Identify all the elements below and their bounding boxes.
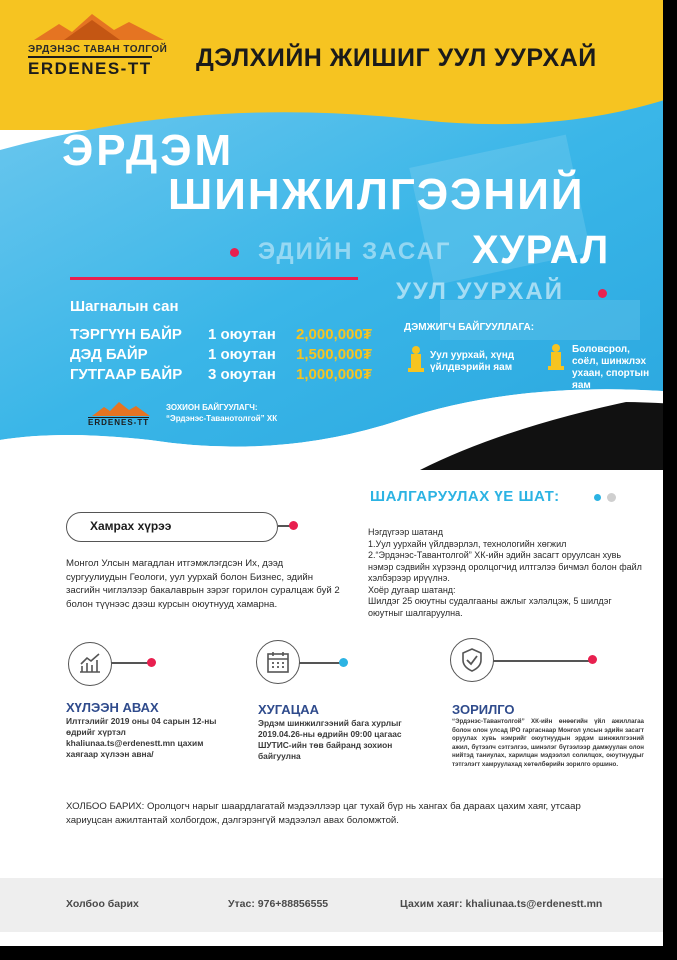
prize-place: ГУТГААР БАЙР [70,366,183,383]
blue-dot-icon [339,658,348,667]
stages-text [368,527,646,619]
receive-title: ХҮЛЭЭН АВАХ [66,700,159,715]
hero-faint-mining: УУЛ УУРХАЙ [396,278,564,305]
stage-line: 1.Уул уурхайн үйлдвэрлэл, технологийн хөгжил [368,538,567,549]
chart-growth-icon [78,652,102,674]
connector-line [493,660,591,662]
mountain-logo-icon [34,14,164,40]
stage-line: Хоёр дугаар шатанд: [368,584,456,595]
blue-dot-icon [594,494,601,501]
prize-place: ТЭРГҮҮН БАЙР [70,326,182,343]
organizer-logo [88,402,154,432]
logo-text-top: ЭРДЭНЭС ТАВАН ТОЛГОЙ [28,44,168,55]
pink-dot-icon [230,248,239,257]
supporters-label: ДЭМЖИГЧ БАЙГУУЛЛАГА: [404,322,535,333]
pink-dot-icon [289,521,298,530]
grey-dot-icon [607,493,616,502]
footer-contact-label: Холбоо барих [66,898,139,910]
prize-place: ДЭД БАЙР [70,346,148,363]
hero-faint-economy: ЭДИЙН ЗАСАГ [258,238,452,265]
prize-count: 3 оюутан [208,366,276,383]
shield-check-icon [460,647,484,673]
pink-dot-icon [147,658,156,667]
prize-title: Шагналын сан [70,298,179,315]
stage-line: Шилдэг 25 оюутны судалгааны ажлыг хэлэлцэж, 5 шилдэг оюутныг шалгаруулна. [368,596,612,618]
deadline-title: ХУГАЦАА [258,702,319,717]
calendar-icon [266,650,290,674]
organizer-logo-text: ERDENES-TT [88,418,150,427]
scope-label: Хамрах хүрээ [90,519,172,533]
pink-dot-icon [588,655,597,664]
hero-title-line2: ШИНЖИЛГЭЭНИЙ [168,170,585,219]
prize-row [70,326,390,346]
organizer-block [166,402,306,424]
erdenes-logo [24,14,174,82]
prize-row [70,346,390,366]
divider-line [70,277,358,280]
hero-title-line3: ХУРАЛ [472,228,610,272]
header-title: ДЭЛХИЙН ЖИШИГ УУЛ УУРХАЙ [196,44,597,72]
prize-count: 1 оюутан [208,346,276,363]
prize-amount: 1,500,000₮ [296,346,372,363]
frame-edge-right [663,0,677,960]
prize-amount: 1,000,000₮ [296,366,372,383]
prize-row [70,366,390,386]
stages-title: ШАЛГАРУУЛАХ ҮЕ ШАТ: [370,488,560,505]
scope-text: Монгол Улсын магадлан итгэмжлэгдсэн Их, дээд сургуулиудын Геологи, уул уурхай болон Бизнес, эдийн засгийн чиглэлээр бакалаврын зэрэг горилон суралцаж буй 2 болон түүнээс дээш курсын оюутнууд хамарна. [66,558,340,610]
receive-text: Илтгэлийг 2019 оны 04 сарын 12-ны өдрийг хүртэл khaliunaa.ts@erdenestt.mn цахим хаягаар хүлээн авна/ [66,716,217,759]
hero-title-line1: ЭРДЭМ [62,126,235,175]
goal-text: “Эрдэнэс-Тавантолгой” ХК-ийн өнөөгийн үйл ажиллагаа болон олон улсад IPO гаргаснаар Монгол улсын эдийн засагт оруулах хувь нэмрийг оюутнуудын эрдэм шинжилгээний ажил, бүтээлч сэтгэлгээ, шинэлэг бүтээлээр дамжуулан олон нийтэд таниулах, харилцан мэдээлэл солилцох, оюутнуудыг тэтгэлэгт хамруулахад хөтөлбөрийн зорилго оршино. [452,718,644,768]
emblem-icon [548,342,564,370]
logo-text-bottom: ERDENES-TT [28,56,152,79]
supporter-mining-ministry: Уул уурхай, хүнд үйлдвэрийн яам [430,350,515,373]
footer-phone: Утас: 976+88856555 [228,898,329,910]
frame-edge-bottom [0,946,677,960]
prize-amount: 2,000,000₮ [296,326,372,343]
goal-title: ЗОРИЛГО [452,702,515,717]
pink-dot-icon [598,289,607,298]
stage-line: Нэгдүгээр шатанд [368,527,443,537]
contact-text: ХОЛБОО БАРИХ: Оролцогч нарыг шаардлагатай мэдээллээр цаг тухай бүр нь хангах ба дараах цахим хаяг, утсаар хариуцсан ажилтантай холбогдож, дэлгэрэнгүй мэдээлэл авах боломжтой. [66,801,581,826]
organizer-name: “Эрдэнэс-Таванотолгой” ХК [166,414,278,423]
connector-line [111,662,149,664]
emblem-icon [408,344,424,372]
stage-line: 2.“Эрдэнэс-Тавантолгой” ХК-ийн эдийн засагт оруулсан хувь нэмэр сэдвийн хүрээнд оролцогчид илтгэлээ бичмэл болон файл хэлбэрээр ирүүлнэ. [368,550,642,583]
supporter-education-ministry: Боловсрол, соёл, шинжлэх ухаан, спортын яам [572,344,650,391]
connector-line [299,662,341,664]
footer-email[interactable]: Цахим хаяг: khaliunaa.ts@erdenestt.mn [400,898,603,910]
organizer-label: ЗОХИОН БАЙГУУЛАГЧ: [166,403,258,412]
mountain-logo-icon [92,402,150,416]
deadline-text: Эрдэм шинжилгээний бага хурлыг 2019.04.26-ны өдрийн 09:00 цагаас ШУТИС-ийн төв байранд зохион байгуулна [258,718,402,761]
prize-count: 1 оюутан [208,326,276,343]
